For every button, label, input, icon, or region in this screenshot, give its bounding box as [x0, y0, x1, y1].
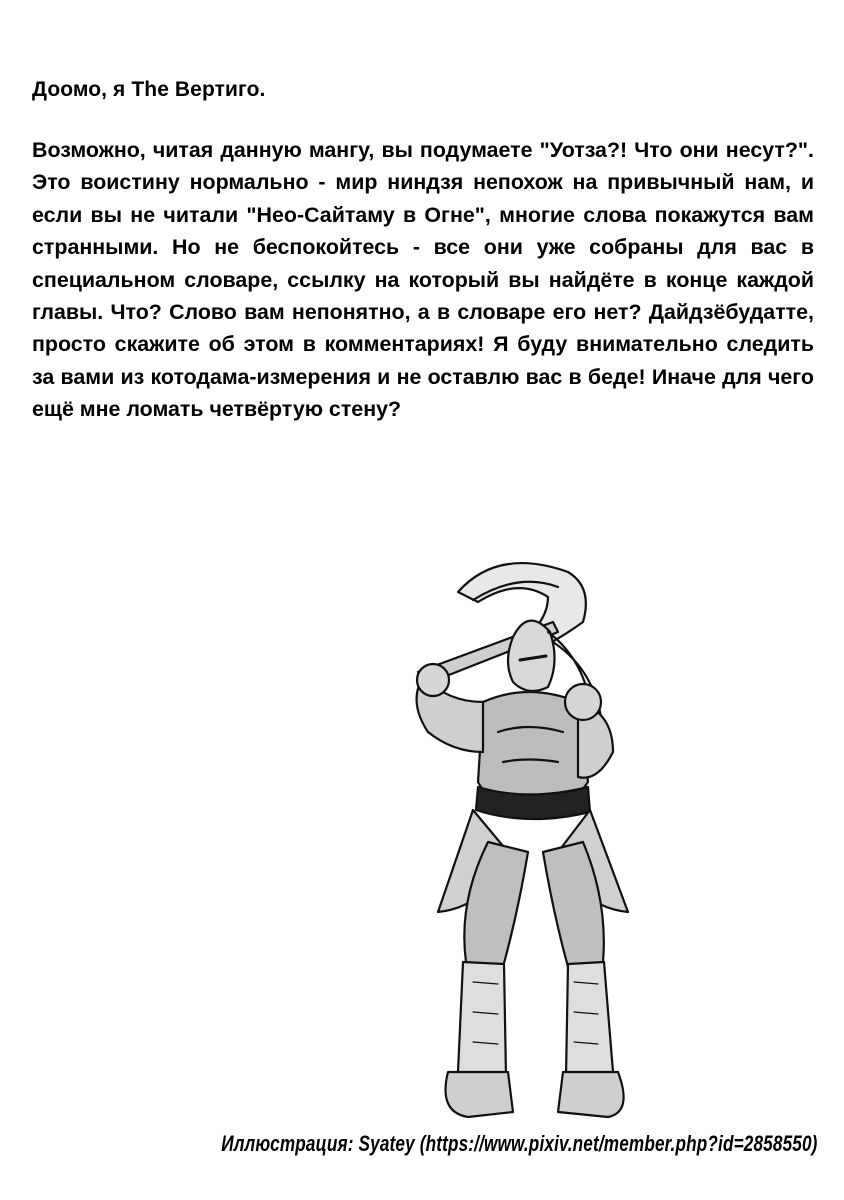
- ninja-warrior-illustration: [378, 552, 678, 1132]
- illustration-credit: Иллюстрация: Syatey (https://www.pixiv.net/member.php?id=2858550): [221, 1131, 818, 1156]
- greeting-text: Доомо, я The Вертиго.: [32, 78, 266, 101]
- intro-paragraph: Возможно, читая данную мангу, вы подумаете "Уотза?! Что они несут?". Это воистину нормально - мир ниндзя непохож на привычный нам, и если вы не читали "Нео-Сайтаму в Огне", многие слова покажутся вам странными. Но не беспокойтесь - все они уже собраны для вас в специальном словаре, ссылку на который вы найдёте в конце каждой главы. Что? Слово вам непонятно, а в словаре его нет? Дайдзёбудатте, просто скажите об этом в комментариях! Я буду внимательно следить за вами из котодама-измерения и не оставлю вас в беде! Иначе для чего ещё мне ломать четвёртую стену?: [32, 138, 814, 422]
